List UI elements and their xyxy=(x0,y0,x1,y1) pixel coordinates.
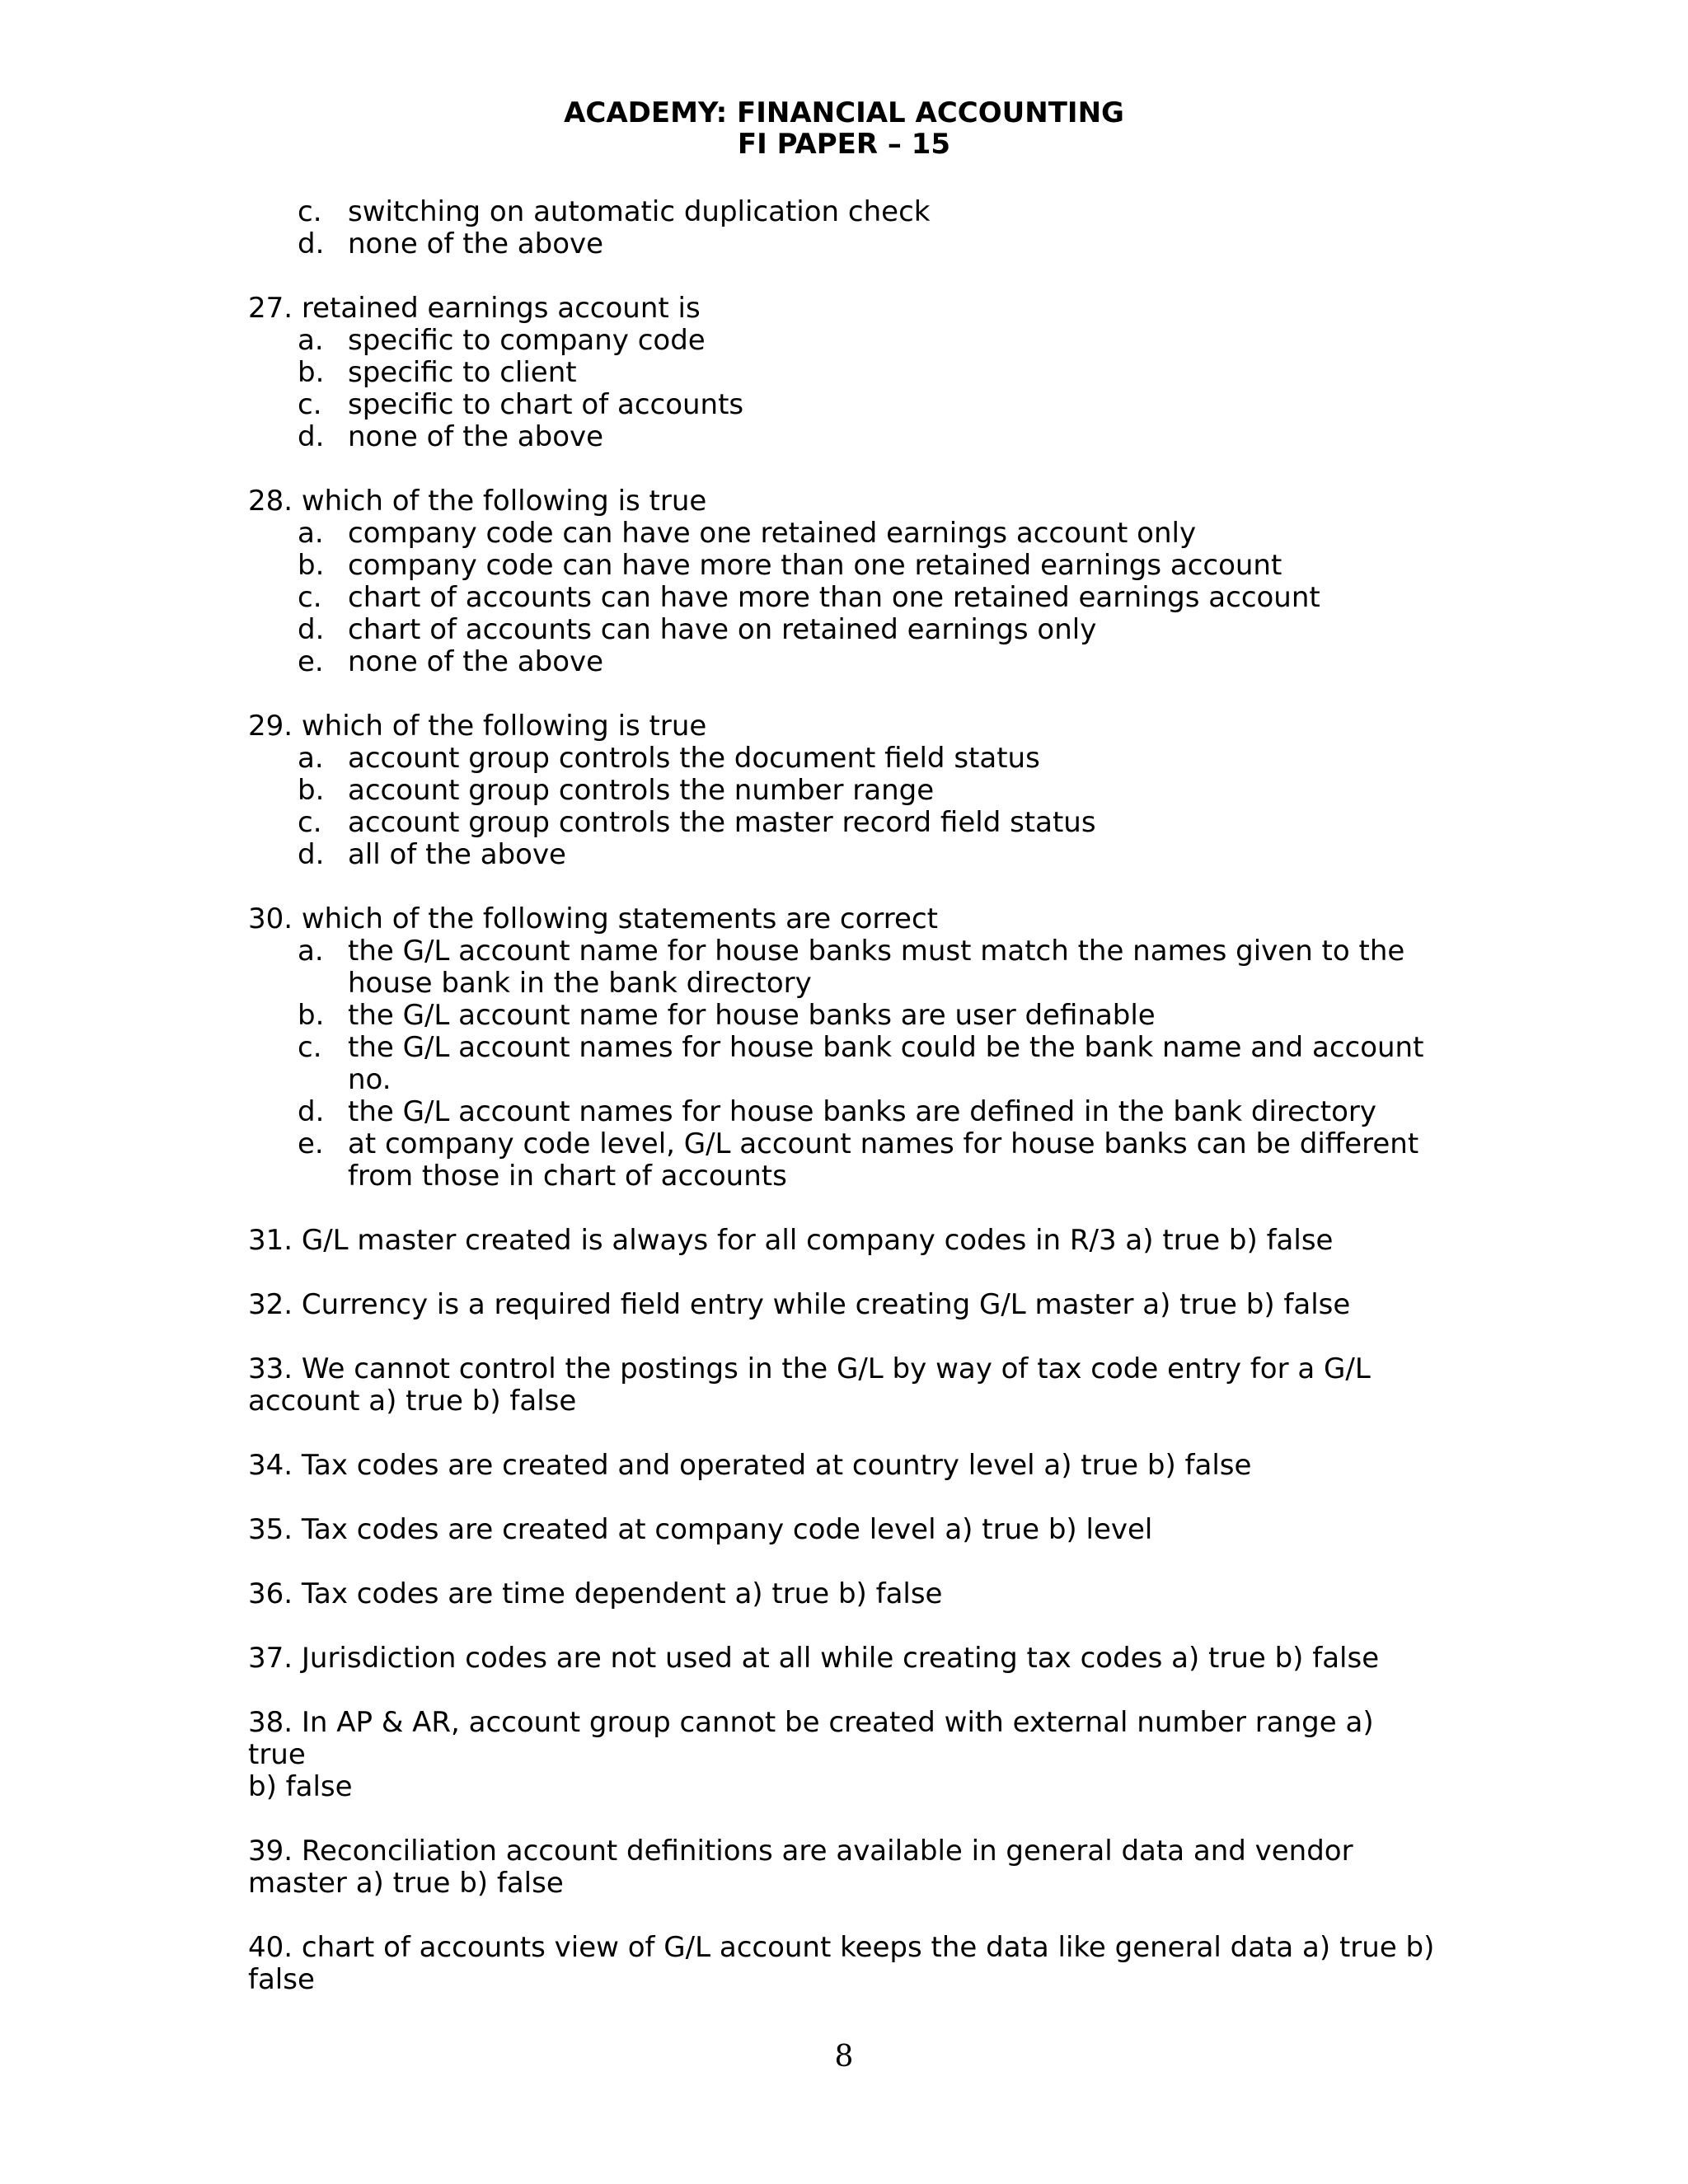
question-line: 35. Tax codes are created at company code level a) true b) level xyxy=(248,1513,1153,1546)
question-text xyxy=(248,1578,1435,1610)
question-item xyxy=(248,293,1435,453)
question-item xyxy=(248,485,1435,678)
option-item xyxy=(248,582,1435,614)
option-letter: e. xyxy=(298,645,324,678)
option-list xyxy=(248,935,1435,1193)
question-line: 29. which of the following is true xyxy=(248,710,707,743)
option-text: the G/L account name for house banks must match the names given to the house bank in the bank directory xyxy=(348,935,1405,1000)
question-text xyxy=(248,485,1435,518)
option-text: the G/L account name for house banks are user definable xyxy=(348,999,1156,1032)
option-list xyxy=(248,518,1435,678)
question-list xyxy=(248,196,1435,2028)
question-item xyxy=(248,1578,1435,1610)
question-line: account a) true b) false xyxy=(248,1385,577,1418)
option-text: none of the above xyxy=(348,420,604,453)
option-item xyxy=(248,743,1435,775)
question-line: 37. Jurisdiction codes are not used at all while creating tax codes a) true b) false xyxy=(248,1642,1380,1675)
option-item xyxy=(248,421,1435,453)
question-line: master a) true b) false xyxy=(248,1867,564,1900)
option-letter: b. xyxy=(298,356,325,389)
header-title: ACADEMY: FINANCIAL ACCOUNTING xyxy=(564,96,1124,129)
question-item xyxy=(248,1707,1435,1803)
option-item xyxy=(248,550,1435,582)
question-item xyxy=(248,1932,1435,1996)
option-item xyxy=(248,935,1435,1000)
question-text xyxy=(248,293,1435,325)
question-item xyxy=(248,1835,1435,1900)
question-line: b) false xyxy=(248,1770,353,1803)
question-line: 36. Tax codes are time dependent a) true b) false xyxy=(248,1577,943,1610)
option-item xyxy=(248,839,1435,871)
option-letter: e. xyxy=(298,1127,324,1160)
option-letter: d. xyxy=(298,838,325,871)
option-letter: b. xyxy=(298,774,325,807)
option-text: the G/L account names for house banks are defined in the bank directory xyxy=(348,1095,1376,1128)
option-item xyxy=(248,389,1435,421)
option-text: specific to client xyxy=(348,356,577,389)
question-text xyxy=(248,710,1435,743)
option-item xyxy=(248,325,1435,357)
question-text xyxy=(248,1450,1435,1482)
question-line: 34. Tax codes are created and operated at country level a) true b) false xyxy=(248,1449,1252,1482)
option-text: at company code level, G/L account names for house banks can be different from those in chart of accounts xyxy=(348,1127,1419,1193)
question-line: 30. which of the following statements are correct xyxy=(248,902,938,935)
option-letter: c. xyxy=(298,388,322,421)
option-item xyxy=(248,807,1435,839)
question-item xyxy=(248,1450,1435,1482)
question-item xyxy=(248,1353,1435,1418)
option-letter: a. xyxy=(298,935,324,968)
option-item xyxy=(248,1096,1435,1128)
option-text: all of the above xyxy=(348,838,566,871)
continued-options xyxy=(248,196,1435,260)
question-line: 38. In AP & AR, account group cannot be created with external number range a) true xyxy=(248,1706,1374,1771)
option-text: account group controls the number range xyxy=(348,774,935,807)
question-item xyxy=(248,1289,1435,1321)
option-letter: a. xyxy=(298,742,324,775)
question-item xyxy=(248,1225,1435,1257)
question-text xyxy=(248,1353,1435,1418)
question-item xyxy=(248,903,1435,1193)
option-text: account group controls the document field status xyxy=(348,742,1040,775)
option-list xyxy=(248,743,1435,871)
option-text: specific to company code xyxy=(348,324,706,357)
question-line: 32. Currency is a required field entry while creating G/L master a) true b) false xyxy=(248,1288,1351,1321)
option-list xyxy=(248,325,1435,453)
option-item xyxy=(248,1032,1435,1096)
option-text: chart of accounts can have more than one retained earnings account xyxy=(348,581,1320,614)
option-text: the G/L account names for house bank could be the bank name and account no. xyxy=(348,1031,1424,1096)
question-text xyxy=(248,1707,1435,1803)
option-text: company code can have one retained earnings account only xyxy=(348,517,1197,550)
option-letter: a. xyxy=(298,324,324,357)
question-line: 39. Reconciliation account definitions are available in general data and vendor xyxy=(248,1835,1353,1868)
option-letter: d. xyxy=(298,613,325,646)
option-letter: d. xyxy=(298,420,325,453)
question-text xyxy=(248,903,1435,935)
option-text: chart of accounts can have on retained earnings only xyxy=(348,613,1097,646)
option-item xyxy=(248,518,1435,550)
page-header xyxy=(0,97,1688,160)
option-letter: c. xyxy=(298,806,322,839)
option-item xyxy=(248,646,1435,678)
option-letter: c. xyxy=(298,1031,322,1064)
question-text xyxy=(248,1643,1435,1675)
option-text: account group controls the master record field status xyxy=(348,806,1096,839)
option-text: specific to chart of accounts xyxy=(348,388,744,421)
question-text xyxy=(248,1932,1435,1996)
option-letter: d. xyxy=(298,1095,325,1128)
option-item xyxy=(248,1000,1435,1032)
question-line: 40. chart of accounts view of G/L account keeps the data like general data a) true b) xyxy=(248,1931,1435,1964)
option-item xyxy=(248,357,1435,389)
questions-container xyxy=(248,293,1435,1996)
question-line: 31. G/L master created is always for all company codes in R/3 a) true b) false xyxy=(248,1224,1334,1257)
option-letter: b. xyxy=(298,549,325,582)
option-item xyxy=(248,614,1435,646)
option-list xyxy=(248,196,1435,260)
question-item xyxy=(248,1514,1435,1546)
page-number: 8 xyxy=(834,2040,854,2074)
option-letter: d. xyxy=(298,227,325,260)
question-line: 27. retained earnings account is xyxy=(248,292,701,325)
option-letter: c. xyxy=(298,195,322,228)
option-text: switching on automatic duplication check xyxy=(348,195,931,228)
question-line: 33. We cannot control the postings in the G/L by way of tax code entry for a G/L xyxy=(248,1352,1371,1385)
question-line: 28. which of the following is true xyxy=(248,485,707,518)
question-line: false xyxy=(248,1963,315,1996)
question-item xyxy=(248,1643,1435,1675)
question-text xyxy=(248,1225,1435,1257)
option-letter: a. xyxy=(298,517,324,550)
option-letter: b. xyxy=(298,999,325,1032)
question-text xyxy=(248,1289,1435,1321)
option-text: none of the above xyxy=(348,645,604,678)
option-text: company code can have more than one retained earnings account xyxy=(348,549,1282,582)
question-item xyxy=(248,710,1435,871)
option-item xyxy=(248,196,1435,228)
option-text: none of the above xyxy=(348,227,604,260)
question-text xyxy=(248,1835,1435,1900)
option-item xyxy=(248,775,1435,807)
option-letter: c. xyxy=(298,581,322,614)
header-subtitle: FI PAPER – 15 xyxy=(737,128,951,161)
option-item xyxy=(248,228,1435,260)
option-item xyxy=(248,1128,1435,1193)
question-text xyxy=(248,1514,1435,1546)
